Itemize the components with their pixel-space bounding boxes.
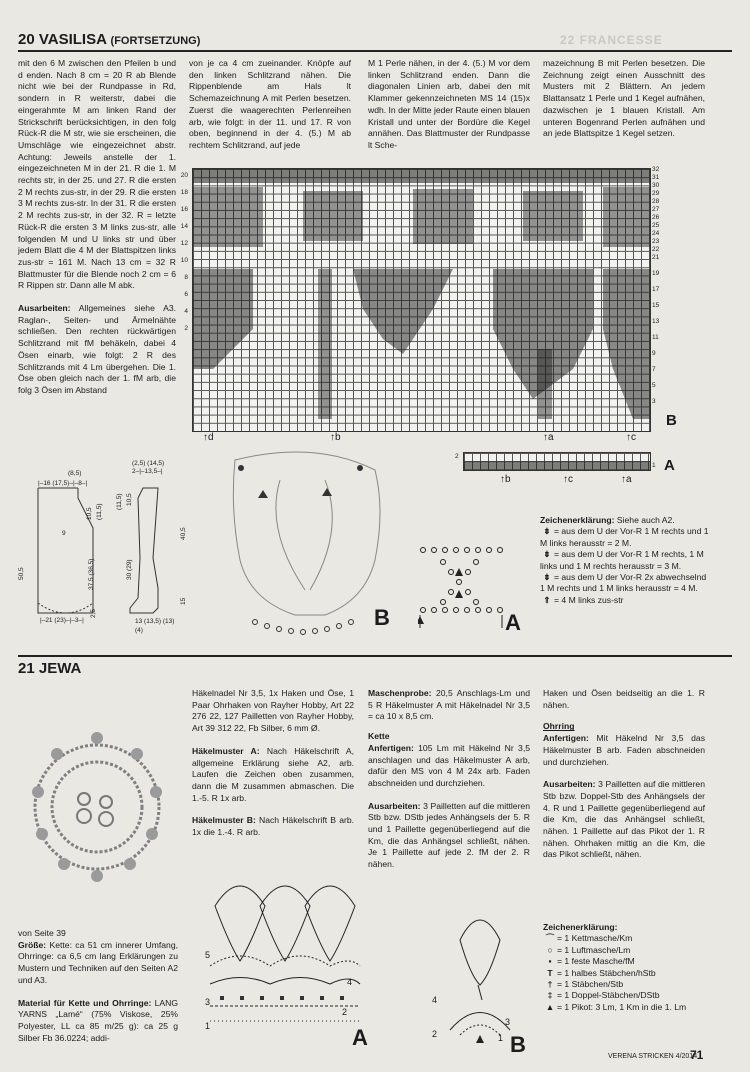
row-number: 24 [652, 230, 660, 237]
chart-a-row-1: 1 [205, 1021, 211, 1031]
row-number: 10 [180, 257, 188, 264]
dim-top-b: |–16 (17,5)–|–8–| [38, 480, 88, 487]
footer-magazine: VERENA STRICKEN 4/2014 [608, 1053, 698, 1060]
picot-icon: ▲ [545, 1001, 555, 1012]
crochet-chart-a-label: A [352, 1025, 368, 1050]
chart-a-arrow-c: ↑c [563, 474, 573, 485]
legend-item: ‡ = 1 Doppel-Stäbchen/DStb [543, 990, 723, 1001]
chart-right-row-numbers [652, 166, 666, 406]
jewa-materials-cont: Häkelnadel Nr 3,5, 1x Haken und Öse, 1 Paar Ohrhaken von Rayher Hobby, Art 22 276 22, 127 Pailletten von Rayher Hobby, Art 39 312 22, Fb Silber, 6 mm Ø. [192, 688, 354, 734]
increase-3-icon: ⇟ [543, 549, 551, 560]
vasilisa-legend [540, 515, 710, 606]
jewa-col-3 [368, 688, 530, 871]
chart-left-row-numbers [176, 168, 188, 333]
row-number: 31 [652, 174, 660, 181]
kette-aus-text: 3 Pailletten auf die mittleren Stb bzw. DStb jedes Anhängsels der 5. R und 1 Paillette gegenüberliegend auf die Km, die das Anhängsel schließt, nähen. Je 1 Paillette auf jede 2. fM der 2. R nähen. [368, 800, 530, 870]
ohr-anf-text: Mit Häkelnd Nr 3,5 das Häkelmuster B arb. Faden abschneiden und durchziehen. [543, 733, 706, 767]
sleeve-dim-top-2: 2–|–13,5–| [132, 468, 163, 475]
hmb-label: Häkelmuster B: [192, 815, 256, 826]
legend-item: ⇑ = 4 M links zus-str [540, 595, 710, 606]
knitting-chart-b [192, 168, 651, 432]
chart-a-row-5: 5 [205, 950, 211, 960]
knitting-chart-a [463, 452, 651, 471]
treble-crochet-icon: ‡ [547, 990, 553, 1001]
double-crochet-icon: † [547, 979, 553, 990]
material-text: LANG YARNS „Lamé“ (75% Viskose, 25% Polyester, LL ca 85 m/25 g): ca 25 g Silber Fb 36.0224; addi- [18, 997, 179, 1043]
dim-bottom: |–21 (23)–|–3–| [40, 617, 84, 624]
row-number: 22 [652, 246, 660, 253]
sleeve-dim-bottom: 13 (13,5) (13) [135, 618, 175, 625]
row-number: 23 [652, 238, 660, 245]
row-number: 16 [180, 206, 188, 213]
legend-title: Zeichenerklärung: [540, 515, 615, 525]
jewa-reference: von Seite 39 [18, 928, 66, 938]
row-number: 6 [184, 291, 188, 298]
row-number: 2 [184, 325, 188, 332]
maschenprobe-label: Maschenprobe: [368, 688, 432, 698]
groesse-text: Kette: ca 51 cm innerer Umfang, Ohrringe: ca 6,5 cm lang Erklärungen zu Mustern und Techniken auf den Seiten A2 und A3. [18, 939, 178, 985]
dim-armhole-alt: (11,5) [96, 503, 103, 520]
section-title-vasilisa [18, 31, 200, 48]
ohr-anf-label: Anfertigen: [543, 733, 589, 744]
vasilisa-col-2 [189, 58, 351, 152]
row-number: 19 [652, 270, 660, 277]
legend-title: Zeichenerklärung: [543, 922, 618, 932]
chart-label-b: B [666, 412, 677, 429]
row-number: 15 [652, 302, 660, 309]
chart-b-arrow-d: ↑d [203, 432, 214, 443]
sleeve-dim-cap-2: 10,5 [126, 493, 133, 506]
dim-height-body: 37,5 (36,5) [88, 558, 95, 590]
jewa-col-2 [192, 688, 354, 839]
crochet-chart-b-label: B [510, 1032, 526, 1057]
vasilisa-col4-text: mazeichnung B mit Perlen besetzen. Die Zeichnung zeigt einen Ausschnitt des Musters mit 2 Blättern. An jedem Blattansatz 1 Perle und 1 Kegel aufnähen, dazwischen je 1 blauen Kristall. Am unteren Bogenrand Perlen aufnähen und an jede Blattspitze 1 Kegel setzen. [543, 58, 705, 139]
section-subtitle: (FORTSETZUNG) [110, 35, 201, 47]
row-number: 13 [652, 318, 660, 325]
legend-item: T = 1 halbes Stäbchen/hStb [543, 968, 723, 979]
section-name: VASILISA [38, 31, 107, 48]
kette-aus-label: Ausarbeiten: [368, 800, 421, 811]
vasilisa-col2-text: von je ca 4 cm zueinander. Knöpfe auf den linken Schlitzrand nähen. Die Rippenblende am Hals lt Schemazeichnung A mit Perlen besetzen. Zuerst die waagerechten Perlenreihen arb, wie folgt: in der 11. und 17. R von oben, beginnend in der 4. (5.) M ab rechtem Schlitzrand, auf jede [189, 58, 351, 150]
row-number: 7 [652, 366, 656, 373]
dim-center: 9 [62, 530, 66, 537]
row-number: 32 [652, 166, 660, 173]
ohr-aus-label: Ausarbeiten: [543, 779, 596, 790]
sleeve-dim-total: 40,5 [180, 527, 187, 540]
ausarbeiten-text: Allgemeines siehe A3. Raglan-, Seiten- und Ärmelnähte schließen. Den rechten rückwärtigen Schlitzrand mit fM behäkeln, dabei 4 Ösen einarb, wie folgt: 2 R des Schlitzrands mit 4 Lm übergehen. Die 1. Öse oben gleich nach der 1. fM arb, die folg 3 Ösen im Abstand [18, 303, 176, 395]
single-crochet-icon: ▪ [548, 956, 552, 967]
ohr-aus-text: 3 Pailletten auf die mittleren Stb bzw. Doppel-Stb des Anhängsels der 4. R und 1 Paillette gegenüberliegend auf die Km, die das Anhängsel schließt, nähen. 1 Paillette auf das Pikot der 1. R nähen. Ohrhaken mittig an die Km, die das Pikot schließt, nähen. [543, 779, 705, 860]
row-number: 12 [180, 240, 188, 247]
chart-b-row-4: 4 [432, 995, 438, 1005]
crochet-chart-a [200, 866, 370, 1056]
vasilisa-col-1 [18, 58, 176, 397]
half-double-icon: T [547, 967, 553, 978]
chain-stitch-icon: ○ [547, 944, 553, 955]
kette-anf-text: 105 Lm mit Häkelnd Nr 3,5 anschlagen und das Häkelmuster A arb, dafür den MS von 4 M 24x arb. Faden abschneiden und durchziehen. [368, 742, 530, 788]
section-title-jewa [18, 660, 81, 677]
row-number: 3 [652, 398, 656, 405]
section-rule [18, 655, 732, 657]
sleeve-dim-cap: (11,5) [116, 493, 123, 510]
row-number: 29 [652, 190, 660, 197]
legend-item: ⇟ = aus dem U der Vor-R 2x abwechselnd 1 M rechts und 1 M links herausstr = 4 M. [540, 572, 707, 594]
row-number: 30 [652, 182, 660, 189]
haken-text: Haken und Ösen beidseitig an die 1. R nähen. [543, 688, 705, 710]
row-number: 11 [652, 334, 659, 341]
sleeve-dim-lower: 15 [180, 597, 187, 605]
bead-schematic-a-label: A [505, 610, 521, 635]
decrease-4-icon: ⇑ [543, 594, 551, 605]
hma-label: Häkelmuster A: [192, 745, 260, 756]
sleeve-dim-length: 30 (29) [126, 559, 133, 580]
ghost-header: 22 FRANCESSE [560, 33, 663, 47]
row-number: 18 [180, 189, 188, 196]
dim-top-a: (8,5) [68, 470, 82, 477]
row-number: 5 [652, 382, 656, 389]
legend-item: ▪ = 1 feste Masche/fM [543, 956, 723, 967]
necklace-photo [22, 712, 172, 927]
legend-ref: Siehe auch A2. [616, 515, 675, 525]
legend-item: ⇟ = aus dem U der Vor-R 1 M rechts, 1 M links und 1 M rechts herausstr = 3 M. [540, 549, 704, 571]
dim-height-total: 50,5 [18, 567, 25, 580]
chart-a-row-3: 3 [205, 997, 211, 1007]
row-number: 4 [184, 308, 188, 315]
section-number: 21 [18, 660, 35, 677]
row-number: 25 [652, 222, 660, 229]
bead-schematic-b [225, 450, 395, 640]
chart-a-arrow-a: ↑a [621, 474, 632, 485]
legend-item: ○ = 1 Luftmasche/Lm [543, 945, 723, 956]
bead-schematic-b-label: B [374, 605, 390, 630]
page-number: 71 [690, 1048, 704, 1062]
dim-rib: 2,5 [90, 608, 97, 618]
legend-item: ⌒ = 1 Kettmasche/Km [543, 933, 723, 944]
legend-item: ▲ = 1 Pikot: 3 Lm, 1 Km in die 1. Lm [543, 1002, 723, 1013]
groesse-label: Größe: [18, 939, 47, 950]
slip-stitch-icon: ⌒ [545, 933, 555, 944]
hma-text: Nach Häkelschrift A, allgemeine Erklärung siehe A2, arb. Laufen die Zeichen oben zusammen, dann die M zusammen abmaschen. Die 1.-5. R 1x arb. [192, 745, 354, 803]
bead-schematic-a [418, 540, 508, 630]
chart-label-a: A [664, 457, 675, 474]
jewa-col-1 [18, 928, 178, 1044]
row-number: 8 [184, 274, 188, 281]
chart-b-arrow-c: ↑c [626, 432, 636, 443]
ausarbeiten-label: Ausarbeiten: [18, 303, 71, 314]
chart-a-row-4: 4 [347, 977, 353, 987]
vasilisa-instructions: mit den 6 M zwischen den Pfeilen b und d enden. Nach 8 cm = 20 R ab Blende nicht wie bei der Rundpasse in Rd, sondern in R weiterstr, dabei die eingerahmte M am linken Rand der Strickschrift berücksichtigen, in den folg Rück-R die M str, wie sie erscheinen, die Umschläge wie eingezeichnet abstr. Achtung: Jeweils anstelle der 1. eingezeichneten M in der 21. R die 1. M rechts str, in der 25. und 27. R die ersten 2 M rechts zus-str, in der 29. R die ersten 3 M rechts zus-str. In der 31. R die ersten 2 M rechts zus-str, in der 32. R = letzte Rück-R die ersten 3 M links zus-str, alle folgenden M und U links str und über jedem Blatt die 4 M der Blattspitzen links zus-str = 161 M. Nach 13 cm = 32 R Blattmuster für die Blende noch 2 cm = 6 R Rippen str. Dann alle M abk. [18, 58, 176, 291]
chart-a-arrow-b: ↑b [500, 474, 511, 485]
increase-2-icon: ⇟ [543, 526, 551, 537]
section-number: 20 [18, 31, 35, 48]
header-rule [18, 50, 732, 52]
row-number: 21 [652, 254, 660, 261]
vasilisa-col3-text: M 1 Perle nähen, in der 4. (5.) M vor dem linken Schlitzrand enden. Dann die diagonalen Linien arb, dabei den mit Klammer gekennzeichneten MS 14 (15)x wdh. In der Mitte jeder Raute einen blauen Kristall und unter der Bordüre die Kegel annähen. Das Blattmuster der Rundpasse lt Sche- [368, 58, 530, 150]
row-number: 14 [180, 223, 188, 230]
chart-b-row-3: 3 [505, 1017, 511, 1027]
sleeve-dim-top: (2,5) (14,5) [132, 460, 165, 467]
chart-b-arrow-b: ↑b [330, 432, 341, 443]
row-number: 27 [652, 206, 660, 213]
sleeve-dim-bottom-2: (4) [135, 627, 143, 634]
crochet-chart-b [440, 900, 520, 1050]
chart-b-arrow-a: ↑a [543, 432, 554, 443]
material-label: Material für Kette und Ohrringe: [18, 997, 152, 1008]
kette-heading: Kette [368, 731, 390, 742]
jewa-legend [543, 922, 723, 1013]
jewa-col-4 [543, 688, 705, 861]
chart-a-row-2: 2 [455, 453, 459, 460]
maschenprobe-text: 20,5 Anschlags-Lm und 5 R Häkelmuster A mit Häkelnadel Nr 3,5 = ca 10 x 8,5 cm. [368, 688, 530, 722]
legend-item: ⇟ = aus dem U der Vor-R 1 M rechts und 1 M links herausstr = 2 M. [540, 526, 709, 548]
section-name: JEWA [38, 660, 82, 677]
ohrring-heading: Ohrring [543, 721, 575, 732]
kette-anf-label: Anfertigen: [368, 742, 414, 753]
row-number: 17 [652, 286, 660, 293]
legend-item: † = 1 Stäbchen/Stb [543, 979, 723, 990]
row-number: 9 [652, 350, 656, 357]
row-number: 28 [652, 198, 660, 205]
row-number: 26 [652, 214, 660, 221]
vasilisa-col-4 [543, 58, 705, 140]
vasilisa-col-3 [368, 58, 530, 152]
row-number: 20 [180, 172, 188, 179]
chart-a-row-2: 2 [342, 1007, 348, 1017]
chart-b-row-2: 2 [432, 1029, 438, 1039]
hmb-text: Nach Häkelschrift B arb. 1x die 1.-4. R arb. [192, 815, 354, 838]
dim-armhole: 10,5 [86, 507, 93, 520]
increase-4-icon: ⇟ [543, 572, 551, 583]
chart-a-row-1: 1 [652, 462, 656, 469]
chart-b-row-1: 1 [498, 1033, 504, 1043]
